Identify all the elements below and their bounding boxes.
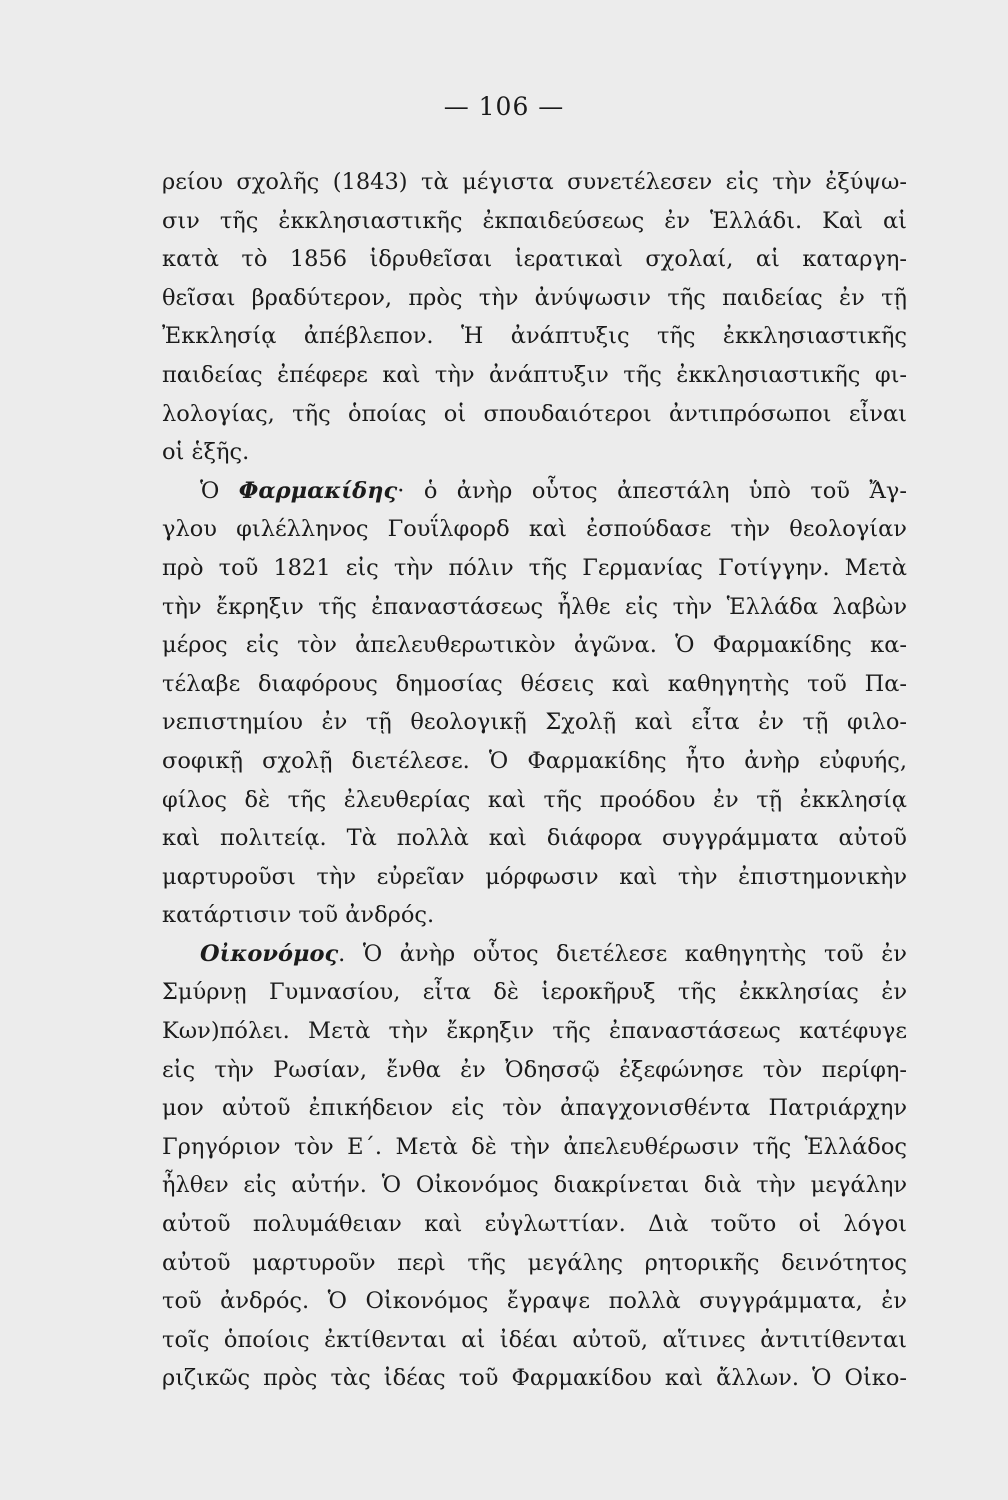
text-line: μέρος εἰς τὸν ἀπελευθερωτικὸν ἀγῶνα. Ὁ Φαρμακίδης κα- (162, 632, 907, 659)
text-line: σιν τῆς ἐκκλησιαστικῆς ἐκπαιδεύσεως ἐν Ἑλλάδι. Καὶ αἱ (162, 207, 907, 234)
text-line: Σμύρνῃ Γυμνασίου, εἶτα δὲ ἱεροκῆρυξ τῆς ἐκκλησίας ἐν (162, 979, 907, 1006)
paragraph-farmakidis (162, 472, 907, 935)
line-prefix: Ὁ (200, 477, 239, 504)
text-line: ἦλθεν εἰς αὐτήν. Ὁ Οἰκονόμος διακρίνεται διὰ τὴν μεγάλην (162, 1172, 907, 1199)
text-line: ρείου σχολῆς (1843) τὰ μέγιστα συνετέλεσεν εἰς τὴν ἐξύψω- (162, 169, 907, 195)
text-line: Γρηγόριον τὸν Ε΄. Μετὰ δὲ τὴν ἀπελευθέρωσιν τῆς Ἑλλάδος (162, 1133, 907, 1160)
text-line: Κων)πόλει. Μετὰ τὴν ἔκρηξιν τῆς ἐπαναστάσεως κατέφυγε (162, 1018, 907, 1045)
text-line: τοῖς ὁποίοις ἐκτίθενται αἱ ἰδέαι αὐτοῦ, αἵτινες ἀντιτίθενται (162, 1326, 907, 1353)
line-rest: . Ὁ ἀνὴρ οὗτος διετέλεσε καθηγητὴς τοῦ ἐν (338, 940, 907, 967)
text-line: μον αὐτοῦ ἐπικήδειον εἰς τὸν ἀπαγχονισθέντα Πατριάρχην (162, 1095, 907, 1122)
body-text (162, 163, 907, 1398)
page-number: — 106 — (443, 92, 565, 121)
text-line: νεπιστημίου ἐν τῇ θεολογικῇ Σχολῇ καὶ εἶτα ἐν τῇ φιλο- (162, 709, 907, 736)
text-line: αὐτοῦ μαρτυροῦν περὶ τῆς μεγάλης ρητορικῆς δεινότητος (162, 1249, 907, 1276)
text-line: λολογίας, τῆς ὁποίας οἱ σπουδαιότεροι ἀντιπρόσωποι εἶναι (162, 400, 907, 427)
text-line: θεῖσαι βραδύτερον, πρὸς τὴν ἀνύψωσιν τῆς παιδείας ἐν τῇ (162, 284, 907, 311)
line-rest: · ὁ ἀνὴρ οὗτος ἀπεστάλη ὑπὸ τοῦ Ἄγ- (397, 477, 907, 504)
text-line: καὶ πολιτείᾳ. Τὰ πολλὰ καὶ διάφορα συγγράμματα αὐτοῦ (162, 825, 907, 852)
text-line: κατάρτισιν τοῦ ἀνδρός. (162, 902, 435, 929)
text-line: σοφικῇ σχολῇ διετέλεσε. Ὁ Φαρμακίδης ἦτο ἀνὴρ εὐφυής, (162, 747, 907, 774)
text-line: πρὸ τοῦ 1821 εἰς τὴν πόλιν τῆς Γερμανίας Γοτίγγην. Μετὰ (162, 554, 907, 581)
paragraph-continuation (162, 163, 907, 472)
text-line: τοῦ ἀνδρός. Ὁ Οἰκονόμος ἔγραψε πολλὰ συγγράμματα, ἐν (162, 1288, 907, 1315)
text-line (162, 935, 907, 974)
text-line: μαρτυροῦσι τὴν εὐρεῖαν μόρφωσιν καὶ τὴν ἐπιστημονικὴν (162, 863, 907, 890)
entry-heading-name: Οἰκονόμος (200, 940, 339, 967)
text-line: τὴν ἔκρηξιν τῆς ἐπαναστάσεως ἦλθε εἰς τὴν Ἑλλάδα λαβὼν (162, 593, 907, 620)
text-line: παιδείας ἐπέφερε καὶ τὴν ἀνάπτυξιν τῆς ἐκκλησιαστικῆς φι- (162, 361, 907, 388)
entry-heading-name: Φαρμακίδης (238, 477, 398, 504)
text-line: φίλος δὲ τῆς ἐλευθερίας καὶ τῆς προόδου ἐν τῇ ἐκκλησίᾳ (162, 786, 907, 813)
text-line: γλου φιλέλληνος Γουΐλφορδ καὶ ἐσπούδασε τὴν θεολογίαν (162, 516, 907, 543)
paragraph-oikonomos (162, 935, 907, 1398)
text-line: αὐτοῦ πολυμάθειαν καὶ εὐγλωττίαν. Διὰ τοῦτο οἱ λόγοι (162, 1211, 907, 1238)
text-line (162, 472, 907, 511)
text-line: οἱ ἑξῆς. (162, 439, 250, 466)
text-line: ριζικῶς πρὸς τὰς ἰδέας τοῦ Φαρμακίδου καὶ ἄλλων. Ὁ Οἰκο- (162, 1365, 907, 1392)
text-line: εἰς τὴν Ρωσίαν, ἔνθα ἐν Ὀδησσῷ ἐξεφώνησε τὸν περίφη- (162, 1056, 907, 1083)
text-line: Ἐκκλησίᾳ ἀπέβλεπον. Ἡ ἀνάπτυξις τῆς ἐκκλησιαστικῆς (162, 323, 907, 350)
text-line: τέλαβε διαφόρους δημοσίας θέσεις καὶ καθηγητὴς τοῦ Πα- (162, 670, 907, 697)
text-line: κατὰ τὸ 1856 ἱδρυθεῖσαι ἱερατικαὶ σχολαί, αἱ καταργη- (162, 246, 907, 273)
